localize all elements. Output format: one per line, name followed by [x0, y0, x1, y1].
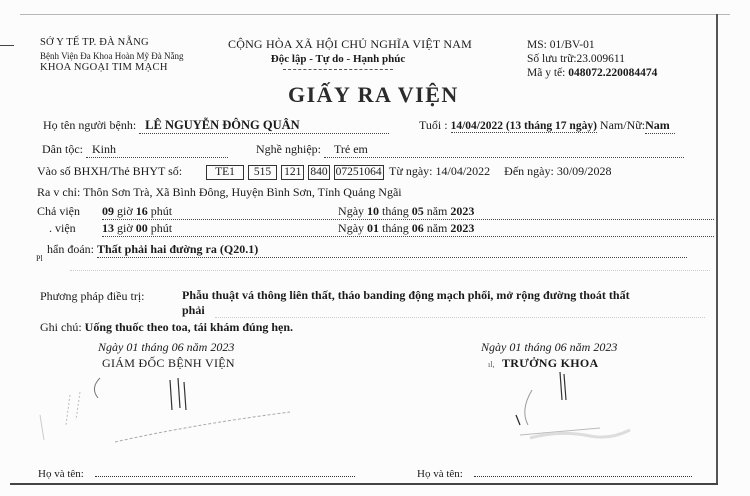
- treatment-line-2: phải: [182, 303, 205, 317]
- admission-year: 2023: [450, 204, 475, 218]
- frame-top-border: [20, 14, 730, 15]
- sex-label: Nam/Nữ:: [599, 118, 646, 132]
- treatment-line-1: Phẫu thuật vá thông liên thất, tháo banding động mạch phổi, mở rộng đường thoát thất: [182, 288, 630, 302]
- day-label: Ngày: [338, 221, 365, 235]
- insurance-row: [37, 164, 385, 180]
- national-heading: [228, 37, 473, 70]
- insurance-box-5: 07251064: [335, 166, 382, 178]
- director-name-label: Họ và tên:: [38, 468, 84, 480]
- nation-name: CỘNG HÒA XÃ HỘI CHỦ NGHĨA VIỆT NAM: [228, 37, 473, 51]
- address-label: Ra v chỉ:: [37, 185, 81, 199]
- issuer-block: [40, 37, 184, 75]
- hour-unit: giờ: [117, 221, 133, 235]
- minute-unit: phút: [150, 221, 173, 235]
- ethnicity-value: Kinh: [86, 142, 228, 158]
- discharge-year: 2023: [450, 221, 475, 235]
- note-value: Uống thuốc theo toa, tái khám đúng hẹn.: [84, 320, 294, 334]
- insurance-box-1: TE1: [206, 165, 244, 180]
- department-name: SỞ Y TẾ TP. ĐÀ NẴNG: [40, 37, 149, 48]
- discharge-minute: 00: [135, 221, 148, 235]
- admission-label: Chả viện: [37, 204, 80, 218]
- discharge-day: 01: [367, 221, 380, 235]
- discharge-line: [102, 221, 714, 237]
- head-name-row: [417, 468, 692, 480]
- age-label: Tuổi :: [419, 118, 448, 132]
- valid-to-label: Đến ngày:: [504, 164, 554, 178]
- ethnicity-row: [42, 142, 228, 158]
- insurance-box-4: 840: [310, 166, 328, 178]
- frame-bottom-border: [10, 483, 718, 485]
- treatment-label: Phương pháp điều trị:: [40, 289, 145, 303]
- insurance-box-3: 121: [281, 165, 304, 180]
- director-name-row: [38, 468, 355, 480]
- admission-minute: 16: [135, 204, 148, 218]
- director-signature-scribble: [20, 370, 320, 450]
- discharge-hour: 13: [102, 221, 114, 235]
- patient-name-value: LÊ NGUYỄN ĐÔNG QUÂN: [139, 118, 389, 134]
- archive-value: 23.009611: [576, 53, 625, 65]
- age-value: 14/04/2022 (13 tháng 17 ngày): [450, 120, 597, 132]
- head-name-field: [474, 476, 692, 477]
- form-codes: [527, 38, 657, 80]
- patient-name-row: [43, 118, 389, 134]
- medical-code-value: 048072.220084474: [568, 67, 658, 79]
- occupation-row: [256, 142, 684, 158]
- note-label: Ghi chú:: [40, 320, 82, 334]
- national-motto: Độc lập - Tự do - Hạnh phúc: [270, 53, 406, 65]
- day-label: Ngày: [338, 204, 365, 218]
- head-sign-date: Ngày 01 tháng 06 năm 2023: [481, 340, 618, 354]
- occupation-label: Nghề nghiệp:: [256, 142, 321, 156]
- discharge-month: 06: [411, 221, 424, 235]
- admission-hour: 09: [102, 204, 114, 218]
- admission-month: 05: [411, 204, 424, 218]
- year-label: năm: [426, 204, 448, 218]
- head-title: TRƯỞNG KHOA: [502, 356, 599, 370]
- archive-number: [527, 52, 657, 66]
- diagnosis-label: hẩn đoán:: [47, 242, 94, 256]
- insurance-label: Vào số BHXH/Thẻ BHYT số:: [37, 164, 183, 178]
- discharge-row: [37, 221, 714, 237]
- margin-mark: Pl: [36, 254, 43, 263]
- document-title: GIẤY RA VIỆN: [288, 82, 459, 107]
- admission-line: [102, 204, 714, 220]
- head-signature-scribble: [500, 370, 720, 450]
- form-code: MS: 01/BV-01: [527, 39, 595, 51]
- sex-value: Nam: [645, 118, 675, 134]
- insurance-validity: [389, 164, 612, 179]
- admission-day: 10: [367, 204, 380, 218]
- occupation-value: Trẻ em: [324, 142, 684, 158]
- age-sex-row: [419, 118, 675, 134]
- valid-to-value: 30/09/2028: [556, 164, 612, 178]
- ethnicity-label: Dân tộc:: [42, 142, 83, 156]
- patient-name-label: Họ tên người bệnh:: [43, 118, 137, 132]
- hospital-name: Bệnh Viện Đa Khoa Hoàn Mỹ Đà Nẵng: [40, 50, 184, 61]
- discharge-label: . viện: [49, 221, 76, 235]
- frame-left-mark: [0, 45, 14, 46]
- hour-unit: giờ: [117, 204, 133, 218]
- director-name-field: [95, 476, 355, 477]
- treatment-dotted-line: [215, 317, 705, 318]
- month-label: tháng: [382, 221, 409, 235]
- medical-code-label: Mã y tế:: [527, 67, 569, 79]
- valid-from-label: Từ ngày:: [389, 164, 433, 178]
- valid-from-value: 14/04/2022: [435, 164, 491, 178]
- director-title: GIÁM ĐỐC BỆNH VIỆN: [102, 356, 235, 370]
- minute-unit: phút: [150, 204, 173, 218]
- diagnosis-row: [47, 242, 687, 258]
- director-sign-date: Ngày 01 tháng 06 năm 2023: [98, 340, 235, 354]
- insurance-box-2: 515: [248, 165, 277, 180]
- head-name-label: Họ và tên:: [417, 468, 463, 480]
- address-value: Thôn Sơn Trà, Xã Bình Đông, Huyện Bình Sơn, Tỉnh Quảng Ngãi: [83, 185, 402, 199]
- diagnosis-value: Thất phải hai đường ra (Q20.1): [97, 242, 687, 258]
- head-prefix-mark: ıl,: [488, 360, 495, 369]
- note-row: [40, 320, 293, 335]
- year-label: năm: [426, 221, 448, 235]
- archive-label: Số lưu trữ:: [527, 53, 577, 65]
- ward-name: KHOA NGOẠI TIM MẠCH: [40, 62, 168, 73]
- blank-dotted-line: [70, 270, 710, 271]
- address-row: [37, 185, 402, 200]
- motto-underline: [283, 69, 393, 70]
- admission-row: [37, 204, 714, 220]
- medical-code: [527, 66, 657, 80]
- month-label: tháng: [382, 204, 409, 218]
